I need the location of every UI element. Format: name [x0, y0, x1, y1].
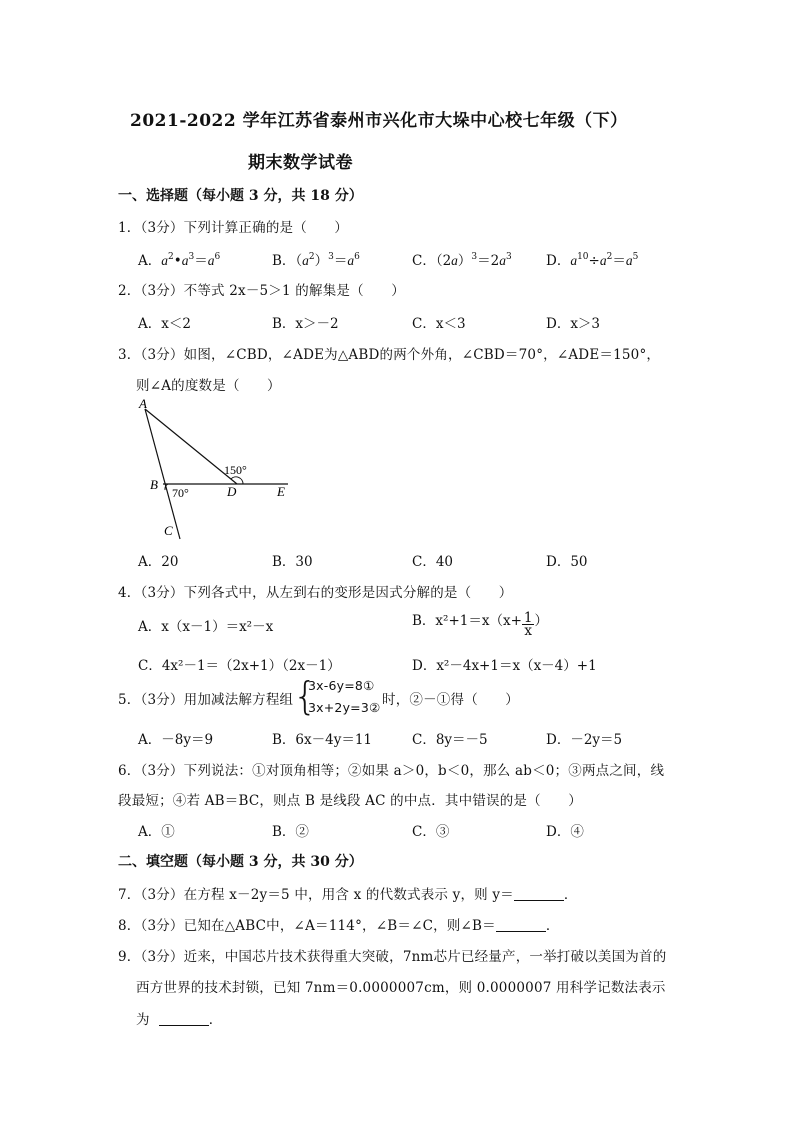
question-6-stem-line2: 段最短；④若 AB＝BC，则点 B 是线段 AC 的中点．其中错误的是（ ）	[118, 793, 582, 809]
question-8: 8．（3分）已知在△ABC中，∠A＝114°，∠B＝∠C，则∠B＝ ．	[118, 918, 560, 934]
question-2-option-a: A．x＜2	[138, 316, 191, 332]
question-6-stem-line1: 6．（3分）下列说法：①对顶角相等；②如果 a＞0，b＜0，那么 ab＜0；③两点之间，线	[118, 763, 665, 779]
question-5-option-c: C．8y＝－5	[412, 732, 488, 748]
figure-label-c: C	[164, 523, 173, 538]
question-3-option-d: D．50	[546, 554, 588, 570]
question-4-option-d: D．x²－4x+1＝x（x－4）+1	[412, 658, 597, 674]
question-2-option-b: B．x＞－2	[272, 316, 339, 332]
answer-blank-7	[514, 888, 564, 901]
question-5-option-d: D．－2y＝5	[546, 732, 623, 748]
question-1-option-c: C．$(2a)^3=2a^3$	[412, 252, 512, 269]
question-6-option-b: B．②	[272, 824, 309, 840]
question-5-option-b: B．6x－4y＝11	[272, 732, 373, 748]
question-5-equation-2: 3x+2y=3②	[308, 700, 381, 715]
figure-angle-150: 150°	[224, 463, 247, 477]
question-3-option-a: A．20	[138, 554, 179, 570]
figure-label-e: E	[277, 484, 285, 499]
question-9-stem-line3: 为 ．	[136, 1012, 223, 1028]
question-2-option-d: D．x＞3	[546, 316, 601, 332]
question-1-option-b: B．$(a^2)^3=a^6$	[272, 252, 360, 269]
question-4-option-c: C．4x²－1＝（2x+1）（2x－1）	[138, 658, 341, 674]
question-3-option-c: C．40	[412, 554, 454, 570]
section-heading-choice: 一、选择题（每小题 3 分，共 18 分）	[118, 188, 363, 204]
question-9-stem-line1: 9．（3分）近来，中国芯片技术获得重大突破，7nm芯片已经量产，一举打破以美国为首的	[118, 949, 667, 965]
figure-label-a: A	[139, 396, 147, 411]
figure-angle-70: 70°	[172, 486, 189, 500]
question-9-stem-line2: 西方世界的技术封锁，已知 7nm＝0.0000007cm，则 0.0000007 用科学记数法表示	[136, 980, 666, 996]
question-5-option-a: A．－8y＝9	[138, 732, 214, 748]
figure-label-b: B	[150, 477, 158, 492]
question-4-stem: 4．（3分）下列各式中，从左到右的变形是因式分解的是（ ）	[118, 585, 513, 601]
question-1-option-d: D．$a^{10}\div a^2=a^5$	[546, 252, 639, 269]
question-6-option-c: C．③	[412, 824, 450, 840]
figure-line-ac	[145, 409, 180, 539]
question-7: 7．（3分）在方程 x－2y＝5 中，用含 x 的代数式表示 y，则 y＝ ．	[118, 887, 578, 903]
question-6-option-a: A．①	[138, 824, 175, 840]
question-5-stem-post: 时，②－①得（ ）	[382, 692, 519, 708]
question-6-option-d: D．④	[546, 824, 584, 840]
question-5-brace: {	[293, 674, 318, 718]
page-title-line1: 2021-2022 学年江苏省泰州市兴化市大垛中心校七年级（下）	[130, 111, 628, 131]
section-heading-fill: 二、填空题（每小题 3 分，共 30 分）	[118, 854, 363, 870]
page-title-line2: 期末数学试卷	[248, 153, 353, 173]
question-1-option-a: A．$a^2•a^3=a^6$	[138, 252, 221, 269]
question-1-stem: 1．（3分）下列计算正确的是（ ）	[118, 220, 349, 236]
question-3-option-b: B．30	[272, 554, 313, 570]
answer-blank-9	[159, 1013, 209, 1026]
question-5-stem-pre: 5．（3分）用加减法解方程组	[118, 692, 294, 708]
question-2-option-c: C．x＜3	[412, 316, 466, 332]
question-3-stem-line2: 则∠A的度数是（ ）	[136, 378, 281, 394]
question-4-option-b: B．x²+1＝x（x+ $\frac{1}{x}$ ）	[412, 610, 548, 639]
question-3-stem-line1: 3．（3分）如图，∠CBD，∠ADE为△ABD的两个外角，∠CBD＝70°，∠ADE＝150°，	[118, 347, 661, 363]
figure-label-d: D	[227, 484, 237, 499]
question-2-stem: 2．（3分）不等式 2x－5＞1 的解集是（ ）	[118, 283, 405, 299]
answer-blank-8	[496, 919, 546, 932]
question-4-option-a: A．x（x－1）＝x²－x	[138, 619, 274, 635]
question-3-figure	[130, 395, 300, 545]
question-5-equation-1: 3x-6y=8①	[308, 678, 375, 693]
